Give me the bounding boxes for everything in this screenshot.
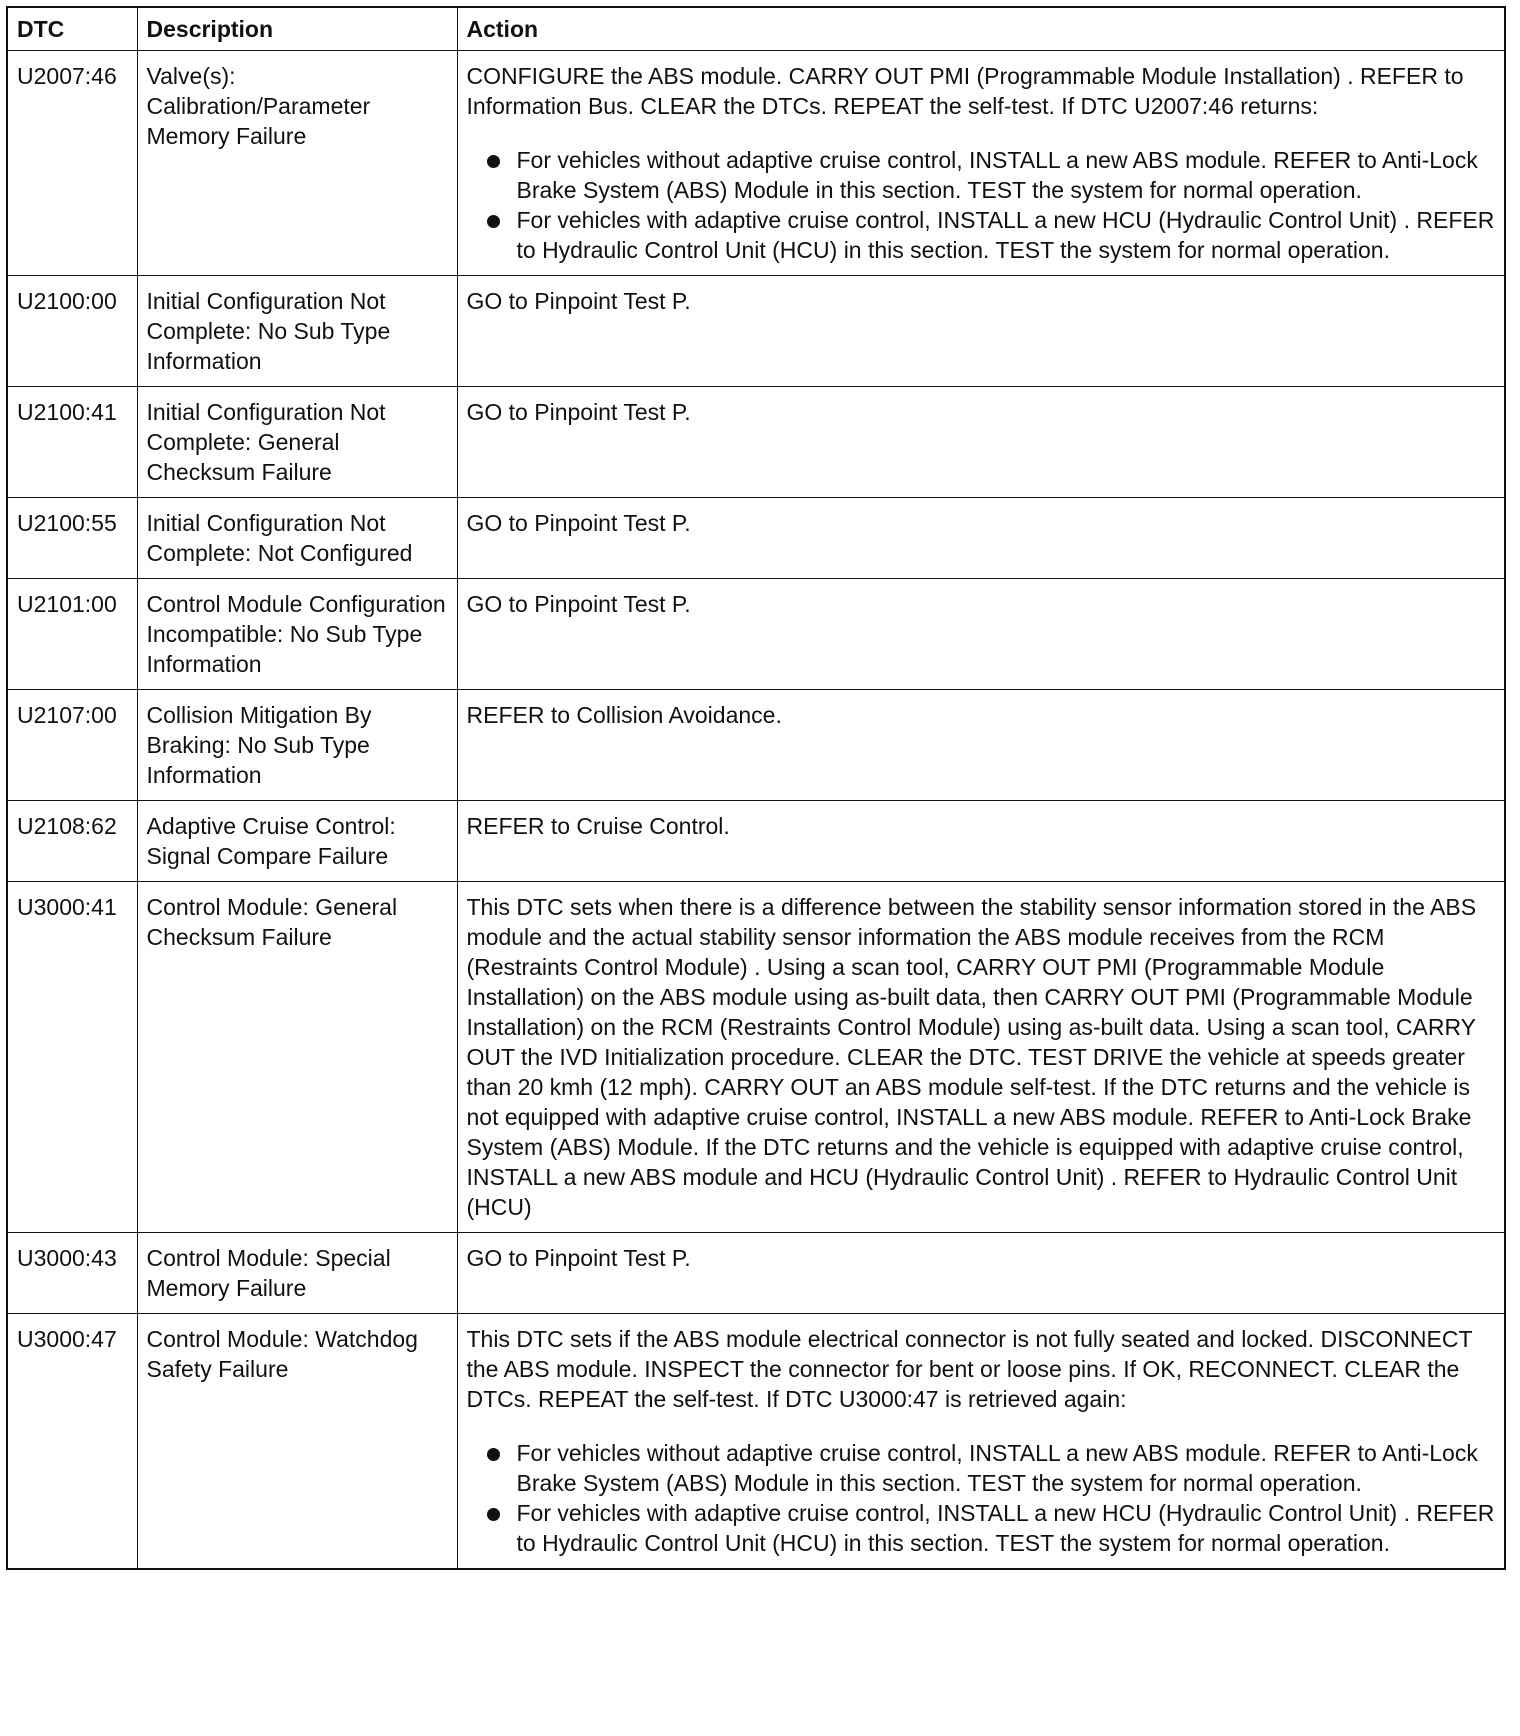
dtc-code: U2100:00 — [7, 276, 137, 387]
table-row — [7, 51, 1505, 276]
action-column-header: Action — [457, 7, 1505, 51]
dtc-action — [457, 690, 1505, 801]
action-text: REFER to Collision Avoidance. — [466, 702, 782, 728]
dtc-action — [457, 882, 1505, 1233]
dtc-action — [457, 1314, 1505, 1570]
action-text: GO to Pinpoint Test P. — [466, 591, 691, 617]
dtc-code: U2007:46 — [7, 51, 137, 276]
dtc-action — [457, 387, 1505, 498]
dtc-code: U3000:41 — [7, 882, 137, 1233]
dtc-description: Collision Mitigation By Braking: No Sub Type Information — [137, 690, 457, 801]
header-row — [7, 7, 1505, 51]
table-row — [7, 276, 1505, 387]
action-text: GO to Pinpoint Test P. — [466, 288, 691, 314]
dtc-description: Control Module Configuration Incompatible: No Sub Type Information — [137, 579, 457, 690]
dtc-description: Valve(s): Calibration/Parameter Memory Failure — [137, 51, 457, 276]
action-text: CONFIGURE the ABS module. CARRY OUT PMI (Programmable Module Installation) . REFER to Information Bus. CLEAR the DTCs. REPEAT the self-test. If DTC U2007:46 returns: — [466, 63, 1464, 119]
dtc-code: U3000:43 — [7, 1233, 137, 1314]
dtc-action — [457, 801, 1505, 882]
dtc-description: Initial Configuration Not Complete: Not Configured — [137, 498, 457, 579]
dtc-description: Initial Configuration Not Complete: General Checksum Failure — [137, 387, 457, 498]
dtc-code: U3000:47 — [7, 1314, 137, 1570]
dtc-action — [457, 51, 1505, 276]
dtc-description: Adaptive Cruise Control: Signal Compare Failure — [137, 801, 457, 882]
action-bullet: For vehicles with adaptive cruise control, INSTALL a new HCU (Hydraulic Control Unit) . REFER to Hydraulic Control Unit (HCU) in this section. TEST the system for normal operation. — [516, 1500, 1495, 1556]
table-row — [7, 1314, 1505, 1570]
table-row — [7, 882, 1505, 1233]
action-text: GO to Pinpoint Test P. — [466, 1245, 691, 1271]
dtc-table — [6, 6, 1506, 1570]
dtc-action — [457, 579, 1505, 690]
dtc-column-header: DTC — [7, 7, 137, 51]
action-bullet: For vehicles with adaptive cruise control, INSTALL a new HCU (Hydraulic Control Unit) . REFER to Hydraulic Control Unit (HCU) in this section. TEST the system for normal operation. — [516, 207, 1495, 263]
action-bullet-list — [467, 145, 1496, 265]
action-text: GO to Pinpoint Test P. — [466, 510, 691, 536]
dtc-description: Control Module: Watchdog Safety Failure — [137, 1314, 457, 1570]
dtc-code: U2101:00 — [7, 579, 137, 690]
table-row — [7, 579, 1505, 690]
action-text: This DTC sets if the ABS module electrical connector is not fully seated and locked. DISCONNECT the ABS module. INSPECT the connector for bent or loose pins. If OK, RECONNECT. CLEAR the DTCs. REPEAT the self-test. If DTC U3000:47 is retrieved again: — [466, 1326, 1473, 1412]
table-row — [7, 498, 1505, 579]
action-text: REFER to Cruise Control. — [466, 813, 730, 839]
dtc-action — [457, 276, 1505, 387]
dtc-code: U2100:41 — [7, 387, 137, 498]
action-bullet: For vehicles without adaptive cruise control, INSTALL a new ABS module. REFER to Anti-Lock Brake System (ABS) Module in this section. TEST the system for normal operation. — [517, 1438, 1496, 1498]
dtc-description: Control Module: General Checksum Failure — [137, 882, 457, 1233]
dtc-code: U2100:55 — [7, 498, 137, 579]
action-bullet: For vehicles without adaptive cruise control, INSTALL a new ABS module. REFER to Anti-Lock Brake System (ABS) Module in this section. TEST the system for normal operation. — [517, 145, 1496, 205]
dtc-description: Control Module: Special Memory Failure — [137, 1233, 457, 1314]
action-text: GO to Pinpoint Test P. — [466, 399, 691, 425]
description-column-header: Description — [137, 7, 457, 51]
table-row — [7, 1233, 1505, 1314]
table-row — [7, 690, 1505, 801]
table-row — [7, 387, 1505, 498]
action-bullet-list — [467, 1438, 1496, 1558]
dtc-action — [457, 1233, 1505, 1314]
table-row — [7, 801, 1505, 882]
dtc-action — [457, 498, 1505, 579]
dtc-code: U2108:62 — [7, 801, 137, 882]
dtc-description: Initial Configuration Not Complete: No Sub Type Information — [137, 276, 457, 387]
dtc-code: U2107:00 — [7, 690, 137, 801]
action-text: This DTC sets when there is a difference between the stability sensor information stored in the ABS module and the actual stability sensor information the ABS module receives from the RCM (Restraints Control Module) . Using a scan tool, CARRY OUT PMI (Programmable Module Installation) on the ABS module using as-built data, then CARRY OUT PMI (Programmable Module Installation) on the RCM (Restraints Control Module) using as-built data. Using a scan tool, CARRY OUT the IVD Initialization procedure. CLEAR the DTC. TEST DRIVE the vehicle at speeds greater than 20 kmh (12 mph). CARRY OUT an ABS module self-test. If the DTC returns and the vehicle is not equipped with adaptive cruise control, INSTALL a new ABS module. REFER to Anti-Lock Brake System (ABS) Module. If the DTC returns and the vehicle is equipped with adaptive cruise control, INSTALL a new ABS module and HCU (Hydraulic Control Unit) . REFER to Hydraulic Control Unit (HCU) — [466, 894, 1477, 1220]
